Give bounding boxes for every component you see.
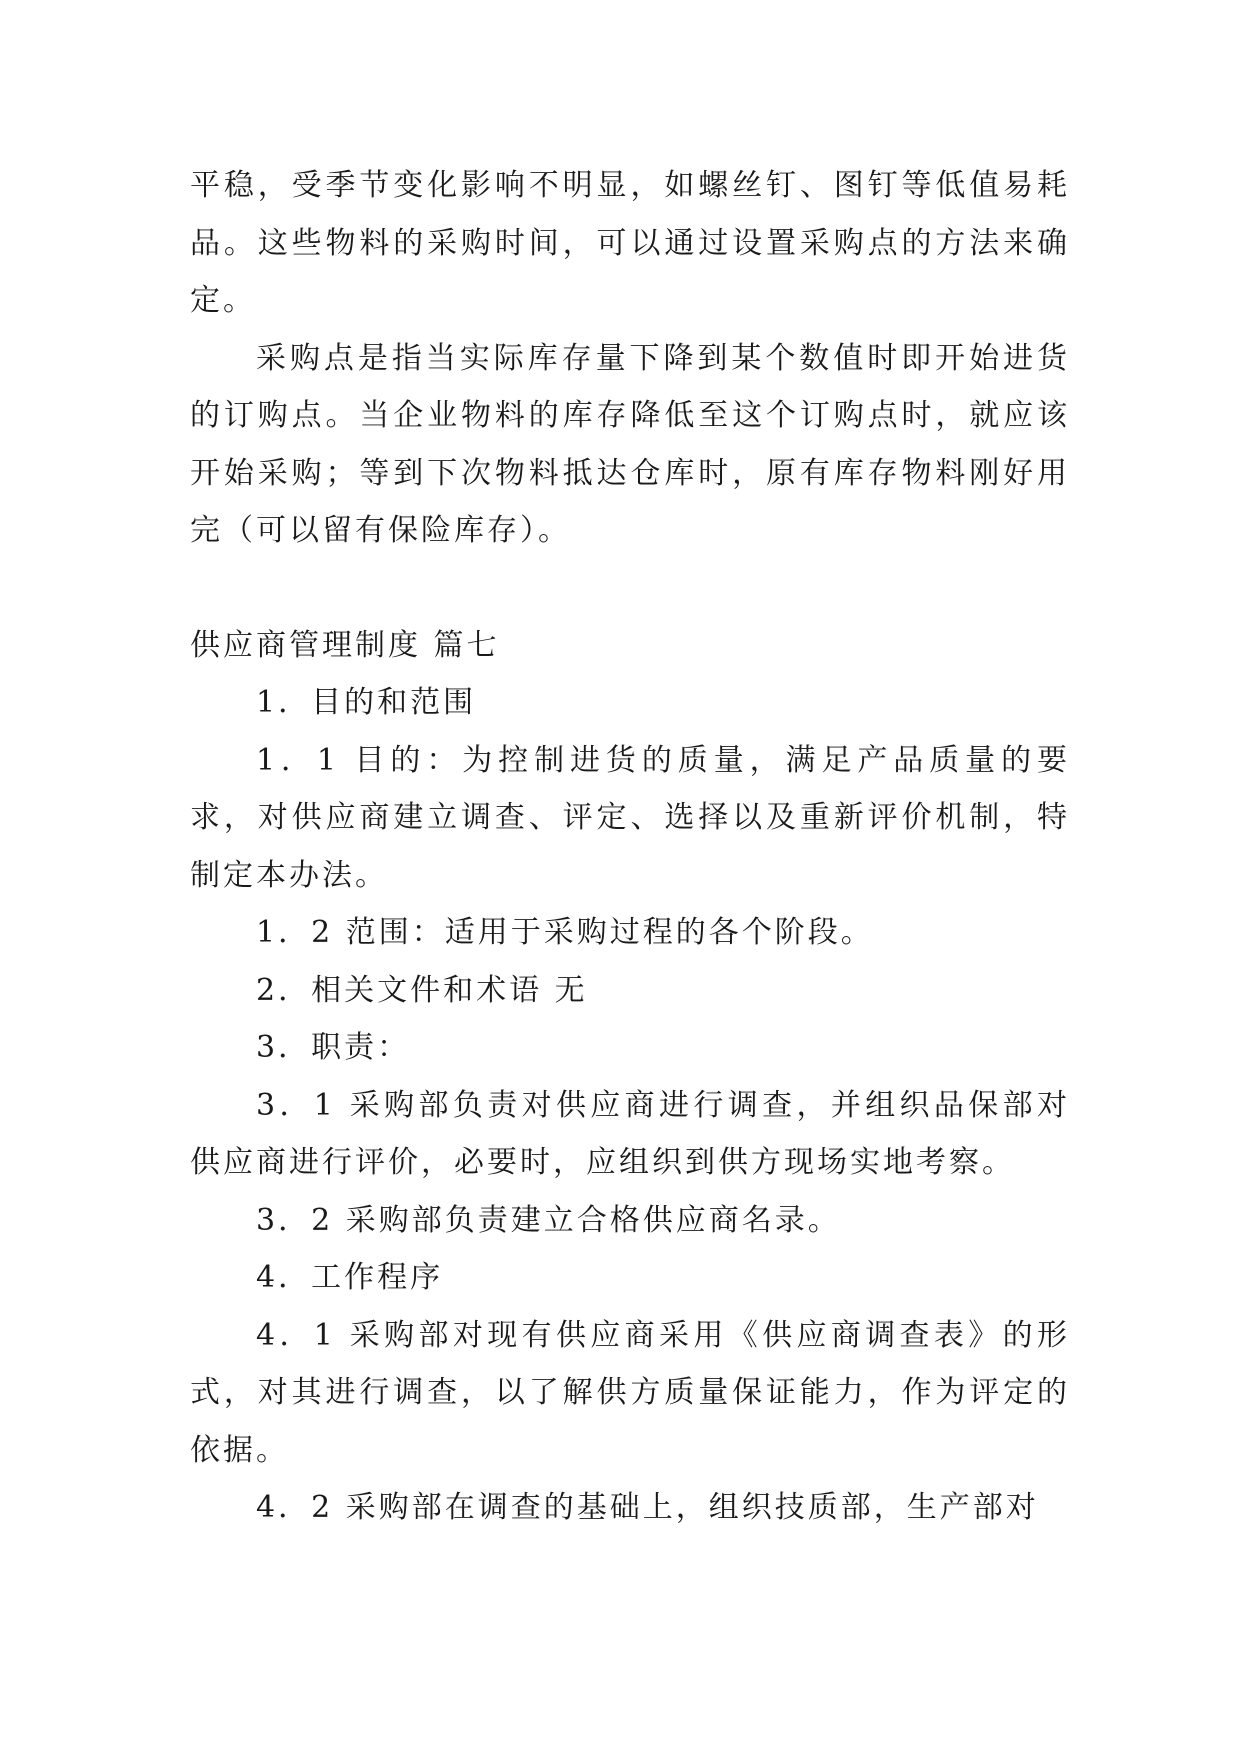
document-body	[190, 157, 1070, 1537]
paragraph-seasonal-items: 平稳，受季节变化影响不明显，如螺丝钉、图钉等低值易耗品。这些物料的采购时间，可以通过设置采购点的方法来确定。	[190, 168, 1070, 318]
item-4-1-questionnaire: 4．1 采购部对现有供应商采用《供应商调查表》的形式，对其进行调查，以了解供方质量保证能力，作为评定的依据。	[190, 1317, 1070, 1468]
section-title: 供应商管理制度 篇七	[190, 627, 500, 663]
item-4-2-evaluation: 4．2 采购部在调查的基础上，组织技质部，生产部对	[256, 1490, 1039, 1525]
paragraph-reorder-point: 采购点是指当实际库存量下降到某个数值时即开始进货的订购点。当企业物料的库存降低至这个订购点时，就应该开始采购；等到下次物料抵达仓库时，原有库存物料刚好用完（可以留有保险库存）。	[190, 340, 1070, 548]
item-4-procedure: 4．工作程序	[256, 1260, 444, 1295]
item-1-purpose-scope: 1．目的和范围	[256, 685, 477, 720]
item-2-related-docs: 2．相关文件和术语 无	[256, 972, 588, 1008]
item-3-1-survey: 3．1 采购部负责对供应商进行调查，并组织品保部对供应商进行评价，必要时，应组织到供方现场实地考察。	[190, 1087, 1070, 1180]
item-1-2-scope: 1．2 范围：适用于采购过程的各个阶段。	[256, 915, 874, 950]
item-3-2-supplier-list: 3．2 采购部负责建立合格供应商名录。	[256, 1202, 841, 1238]
item-1-1-purpose: 1．1 目的：为控制进货的质量，满足产品质量的要求，对供应商建立调查、评定、选择以及重新评价机制，特制定本办法。	[190, 742, 1070, 893]
item-3-responsibilities: 3．职责：	[256, 1030, 411, 1065]
